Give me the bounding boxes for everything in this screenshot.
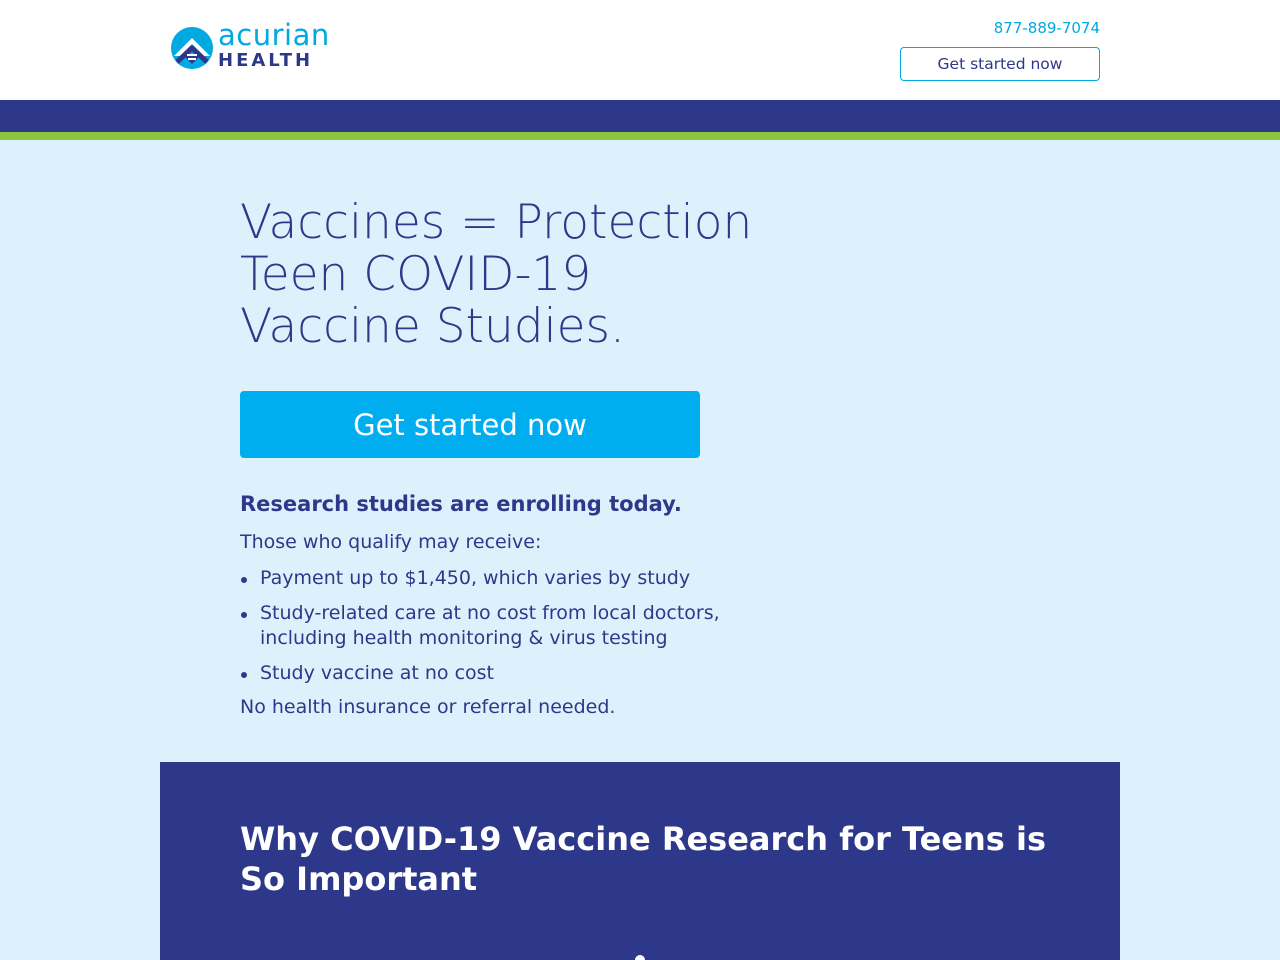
hero-title-line: Vaccine Studies.	[240, 299, 625, 354]
benefit-text: Payment up to $1,450, which varies by study	[260, 567, 691, 589]
logo-wordmark: acurian	[218, 18, 330, 52]
header-get-started-button[interactable]: Get started now	[900, 47, 1100, 81]
bullet-icon	[241, 612, 247, 618]
logo-mark-icon	[170, 26, 214, 70]
header-navy-stripe	[0, 100, 1280, 132]
hero-title	[240, 197, 940, 353]
why-research-section	[160, 762, 1120, 960]
bullet-icon	[241, 672, 247, 678]
benefit-item	[240, 566, 800, 591]
benefits-list	[240, 566, 800, 696]
benefit-item	[240, 601, 800, 651]
hero-title-line: Vaccines = Protection	[240, 195, 753, 250]
logo-subtitle: HEALTH	[218, 50, 314, 71]
bullet-icon	[241, 577, 247, 583]
enrolling-heading: Research studies are enrolling today.	[240, 492, 682, 516]
phone-link[interactable]: 877-889-7074	[993, 19, 1100, 37]
benefit-item	[240, 661, 800, 686]
benefit-text: Study vaccine at no cost	[260, 662, 494, 684]
header-green-stripe	[0, 132, 1280, 140]
qualify-text: Those who qualify may receive:	[240, 531, 542, 553]
acurian-health-logo[interactable]	[170, 18, 342, 74]
why-research-heading: Why COVID-19 Vaccine Research for Teens is So Important	[240, 820, 1046, 898]
insurance-note: No health insurance or referral needed.	[240, 696, 616, 718]
benefit-text: including health monitoring & virus testing	[260, 627, 668, 649]
site-header	[0, 0, 1280, 100]
benefit-text: Study-related care at no cost from local doctors,	[260, 602, 720, 624]
hero-get-started-button[interactable]: Get started now	[240, 391, 700, 458]
decorative-dot-icon	[635, 955, 645, 960]
hero-title-line: Teen COVID-19	[240, 247, 592, 302]
